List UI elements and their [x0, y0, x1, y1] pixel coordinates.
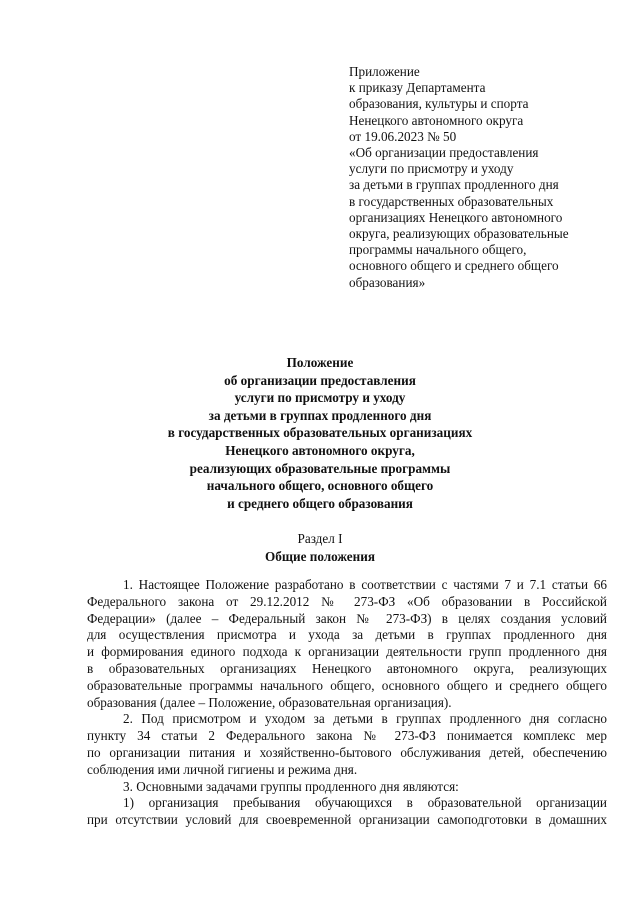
section-heading: [60, 530, 580, 565]
appendix-line: основного общего и среднего общего: [349, 258, 559, 274]
paragraph-line: Федерации» (далее – Федеральный закон № 273-ФЗ) в целях создания условий: [87, 610, 607, 626]
appendix-line: в государственных образовательных: [349, 193, 554, 209]
appendix-line: округа, реализующих образовательные: [349, 226, 569, 242]
paragraph-line: 3. Основными задачами группы продленного дня являются:: [123, 778, 459, 794]
paragraph-line: Федерального закона от 29.12.2012 № 273-ФЗ «Об образовании в Российской: [87, 593, 607, 609]
paragraph-line: и формирования единого подхода к организации деятельности групп продленного дня: [87, 644, 607, 660]
paragraph-line: при отсутствии условий для своевременной организации самоподготовки в домашних: [87, 812, 607, 828]
paragraph-line: образовательные программы начального общего, основного общего и среднего общего: [87, 677, 607, 693]
title-line: Положение: [286, 355, 354, 370]
appendix-line: Ненецкого автономного округа: [349, 112, 524, 128]
paragraph-4: [87, 795, 607, 829]
paragraph-1: [87, 577, 607, 711]
appendix-line: «Об организации предоставления: [349, 145, 539, 161]
document-body: [87, 577, 607, 829]
paragraph-line: 1) организация пребывания обучающихся в образовательной организации: [123, 795, 607, 811]
title-line: об организации предоставления: [224, 372, 416, 388]
paragraph-line: соблюдения ими личной гигиены и режима дня.: [87, 761, 358, 777]
section-number: Раздел I: [297, 531, 343, 546]
title-line: реализующих образовательные программы: [189, 460, 451, 476]
appendix-block: [349, 64, 629, 291]
appendix-line: услуги по присмотру и уходу: [349, 161, 514, 177]
appendix-line: образования»: [349, 274, 426, 290]
appendix-line: образования, культуры и спорта: [349, 96, 529, 112]
appendix-line: организациях Ненецкого автономного: [349, 209, 563, 225]
appendix-line: программы начального общего,: [349, 242, 527, 258]
paragraph-2: [87, 711, 607, 778]
paragraph-line: 2. Под присмотром и уходом за детьми в группах продленного дня согласно: [123, 711, 607, 727]
paragraph-line: для осуществления присмотра и ухода за детьми в группах продленного дня: [87, 627, 607, 643]
document-title: [60, 354, 580, 512]
title-line: и среднего общего образования: [227, 495, 413, 511]
section-title: Общие положения: [265, 548, 375, 564]
paragraph-line: по организации питания и хозяйственно-бытового обслуживания детей, обеспечению: [87, 744, 607, 760]
appendix-line: Приложение: [349, 64, 420, 79]
appendix-line: за детьми в группах продленного дня: [349, 177, 559, 193]
paragraph-line: в образовательных организациях Ненецкого автономного округа, реализующих: [87, 660, 607, 676]
paragraph-line: 1. Настоящее Положение разработано в соответствии с частями 7 и 7.1 статьи 66: [123, 577, 607, 592]
paragraph-line: образования (далее – Положение, образовательная организация).: [87, 694, 452, 710]
title-line: в государственных образовательных организациях: [167, 425, 473, 441]
appendix-line: от 19.06.2023 № 50: [349, 128, 457, 144]
title-line: услуги по присмотру и уходу: [234, 390, 406, 406]
title-line: начального общего, основного общего: [206, 478, 434, 494]
paragraph-3: [87, 779, 607, 796]
title-line: Ненецкого автономного округа,: [225, 442, 415, 458]
appendix-line: к приказу Департамента: [349, 80, 486, 96]
title-line: за детьми в группах продленного дня: [208, 407, 432, 423]
paragraph-line: пункту 34 статьи 2 Федерального закона № 273-ФЗ понимается комплекс мер: [87, 728, 607, 744]
